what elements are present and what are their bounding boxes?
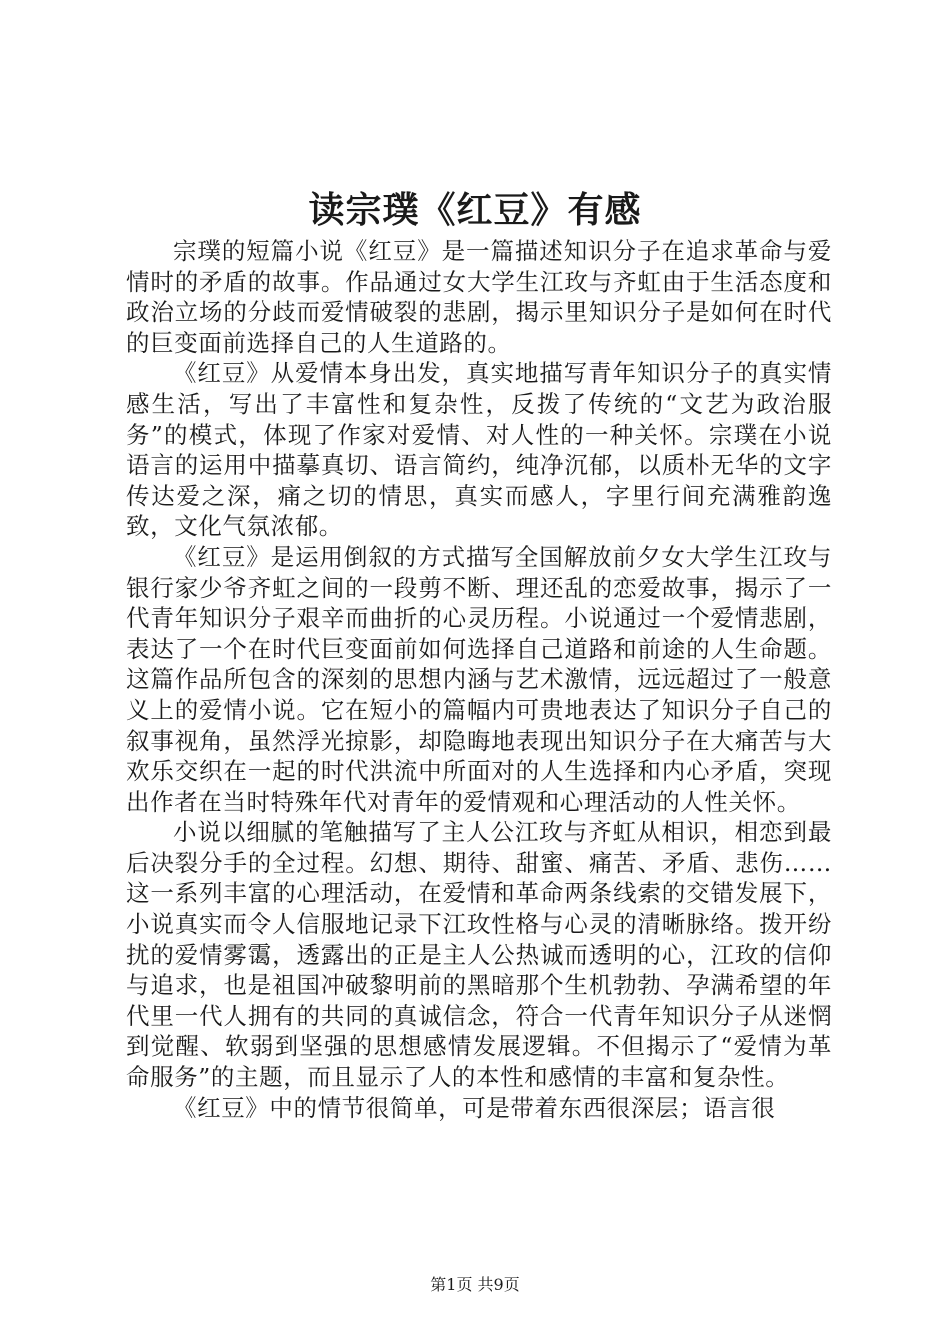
paragraph-5: 《红豆》中的情节很简单，可是带着东西很深层；语言很: [173, 1093, 776, 1122]
paragraph-1: 宗璞的短篇小说《红豆》是一篇描述知识分子在追求革命与爱情时的矛盾的故事。作品通过女大学生江玫与齐虹由于生活态度和政治立场的分歧而爱情破裂的悲剧，揭示里知识分子是如何在时代的巨变面前选择自己的人生道路的。: [126, 237, 832, 357]
document-title: 读宗璞《红豆》有感: [308, 189, 642, 231]
paragraph-2: 《红豆》从爱情本身出发，真实地描写青年知识分子的真实情感生活，写出了丰富性和复杂性，反拨了传统的“文艺为政治服务”的模式，体现了作家对爱情、对人性的一种关怀。宗璞在小说语言的运用中描摹真切、语言简约，纯净沉郁，以质朴无华的文字传达爱之深，痛之切的情思，真实而感人，字里行间充满雅韵逸致，文化气氛浓郁。: [126, 359, 832, 541]
paragraph-4: 小说以细腻的笔触描写了主人公江玫与齐虹从相识，相恋到最后决裂分手的全过程。幻想、期待、甜蜜、痛苦、矛盾、悲伤……这一系列丰富的心理活动，在爱情和革命两条线索的交错发展下，小说真实而令人信服地记录下江玫性格与心灵的清晰脉络。拨开纷扰的爱情雾霭，透露出的正是主人公热诚而透明的心，江玫的信仰与追求，也是祖国冲破黎明前的黑暗那个生机勃勃、孕满希望的年代里一代人拥有的共同的真诚信念，符合一代青年知识分子从迷惘到觉醒、软弱到坚强的思想感情发展逻辑。不但揭示了“爱情为革命服务”的主题，而且显示了人的本性和感情的丰富和复杂性。: [126, 818, 832, 1092]
paragraph-3: 《红豆》是运用倒叙的方式描写全国解放前夕女大学生江玫与银行家少爷齐虹之间的一段剪不断、理还乱的恋爱故事，揭示了一代青年知识分子艰辛而曲折的心灵历程。小说通过一个爱情悲剧，表达了一个在时代巨变面前如何选择自己道路和前途的人生命题。这篇作品所包含的深刻的思想内涵与艺术激情，远远超过了一般意义上的爱情小说。它在短小的篇幅内可贵地表达了知识分子自己的叙事视角，虽然浮光掠影，却隐晦地表现出知识分子在大痛苦与大欢乐交织在一起的时代洪流中所面对的人生选择和内心矛盾，突现出作者在当时特殊年代对青年的爱情观和心理活动的人性关怀。: [126, 542, 832, 816]
document-body: [126, 236, 832, 1123]
page-footer: 第1页 共9页: [430, 1275, 520, 1294]
